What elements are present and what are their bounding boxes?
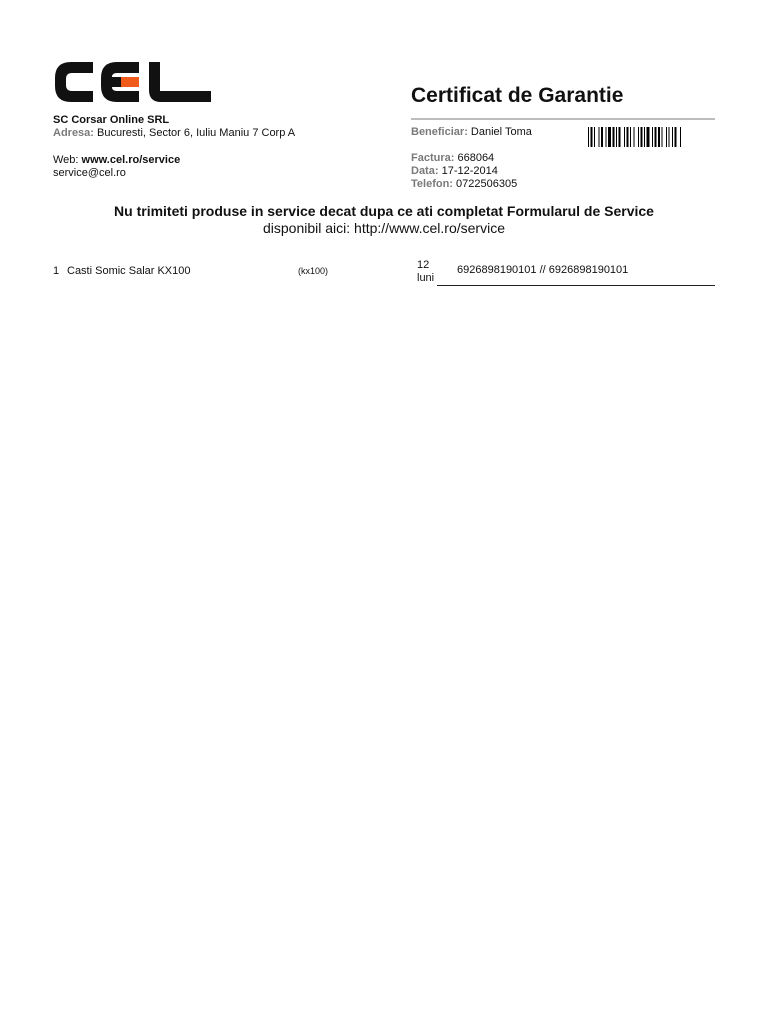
factura-label: Factura: bbox=[411, 152, 455, 164]
factura-number: 668064 bbox=[457, 152, 495, 164]
factura-line bbox=[411, 152, 517, 165]
company-info bbox=[53, 114, 295, 140]
company-address-line bbox=[53, 127, 295, 140]
item-warranty bbox=[417, 259, 434, 285]
item-serials: 6926898190101 // 6926898190101 bbox=[457, 264, 629, 276]
company-name: SC Corsar Online SRL bbox=[53, 114, 170, 126]
barcode bbox=[588, 127, 715, 147]
company-email[interactable]: service@cel.ro bbox=[53, 167, 126, 179]
barcode-graphic bbox=[588, 127, 715, 147]
item-index: 1 bbox=[53, 265, 60, 277]
invoice-info bbox=[411, 152, 517, 191]
beneficiary-line bbox=[411, 126, 532, 139]
web-label: Web: bbox=[53, 154, 79, 166]
data-line bbox=[411, 165, 517, 178]
notice-sub: disponibil aici: http://www.cel.ro/service bbox=[263, 220, 505, 236]
data-label: Data: bbox=[411, 165, 439, 177]
item-underline bbox=[437, 285, 715, 286]
table-row bbox=[53, 259, 715, 289]
warranty-unit: luni bbox=[417, 272, 435, 284]
warranty-value: 12 bbox=[417, 259, 430, 271]
telefon-number: 0722506305 bbox=[456, 178, 518, 190]
company-contact bbox=[53, 154, 180, 180]
item-name: Casti Somic Salar KX100 bbox=[67, 265, 191, 277]
web-line bbox=[53, 154, 180, 167]
cel-logo bbox=[53, 60, 213, 104]
item-code: (kx100) bbox=[298, 266, 329, 276]
cel-logo-graphic bbox=[53, 60, 213, 104]
beneficiar-label: Beneficiar: bbox=[411, 126, 468, 138]
title-divider bbox=[411, 118, 715, 120]
service-notice bbox=[0, 203, 768, 237]
beneficiar-name: Daniel Toma bbox=[470, 126, 532, 138]
web-link[interactable]: www.cel.ro/service bbox=[81, 154, 181, 166]
company-address: Bucuresti, Sector 6, Iuliu Maniu 7 Corp A bbox=[97, 127, 296, 139]
document-title: Certificat de Garantie bbox=[411, 84, 624, 107]
telefon-label: Telefon: bbox=[411, 178, 453, 190]
telefon-line bbox=[411, 178, 517, 191]
address-label: Adresa: bbox=[53, 127, 94, 139]
invoice-date: 17-12-2014 bbox=[441, 165, 498, 177]
notice-main: Nu trimiteti produse in service decat dupa ce ati completat Formularul de Service bbox=[114, 203, 654, 219]
